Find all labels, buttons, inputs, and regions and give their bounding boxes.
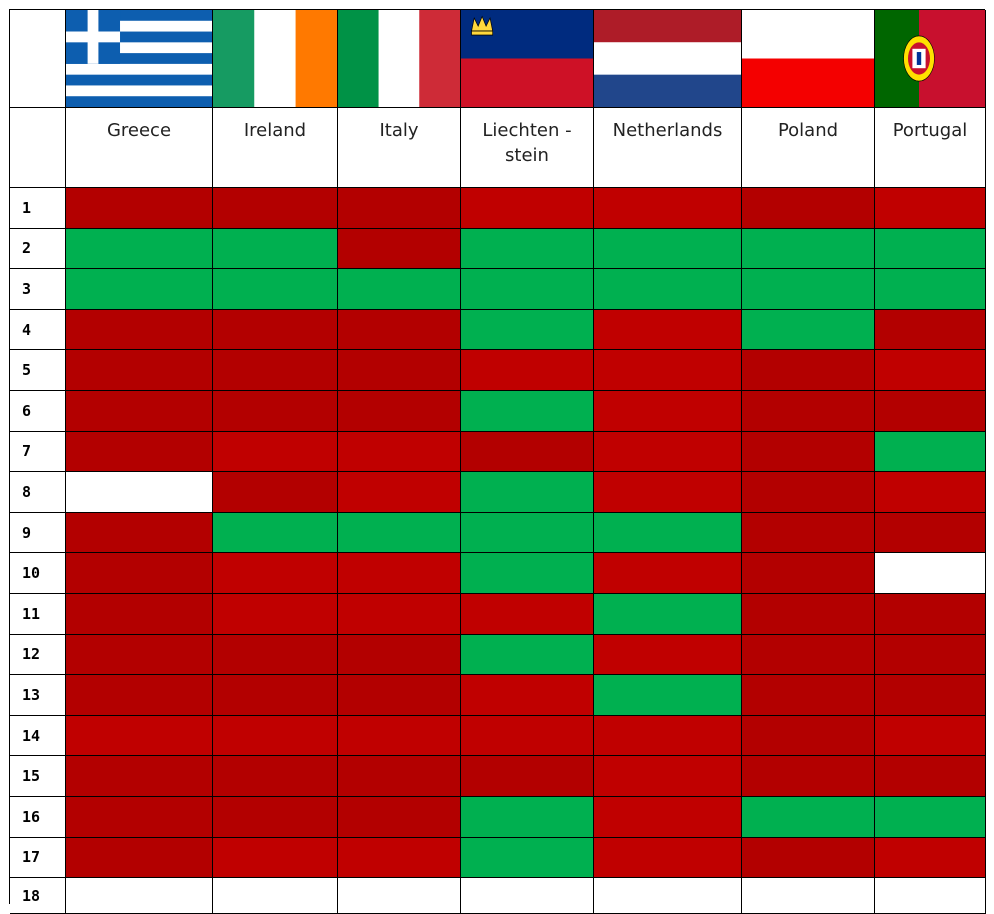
heatmap-cell <box>338 391 461 432</box>
heatmap-cell <box>875 350 986 391</box>
heatmap-cell <box>213 675 338 716</box>
row-label: 9 <box>10 513 66 554</box>
heatmap-cell <box>213 797 338 838</box>
heatmap-cell <box>594 350 742 391</box>
heatmap-cell <box>213 472 338 513</box>
heatmap-cell <box>461 716 594 757</box>
flag-cell <box>742 10 875 108</box>
heatmap-cell <box>213 229 338 270</box>
heatmap-cell <box>875 188 986 229</box>
heatmap-cell <box>594 797 742 838</box>
heatmap-cell <box>66 553 213 594</box>
heatmap-cell <box>213 878 338 914</box>
flag-cell <box>594 10 742 108</box>
heatmap-cell <box>461 675 594 716</box>
heatmap-cell <box>66 675 213 716</box>
heatmap-cell <box>66 756 213 797</box>
row-label: 12 <box>10 635 66 676</box>
heatmap-cell <box>66 635 213 676</box>
heatmap-cell <box>742 432 875 473</box>
compliance-heatmap <box>9 9 985 904</box>
heatmap-cell <box>742 269 875 310</box>
ireland-flag-icon <box>213 10 337 107</box>
heatmap-cell <box>875 594 986 635</box>
row-label: 13 <box>10 675 66 716</box>
heatmap-cell <box>875 635 986 676</box>
heatmap-cell <box>875 797 986 838</box>
portugal-flag-icon <box>875 10 985 107</box>
heatmap-cell <box>461 472 594 513</box>
heatmap-cell <box>338 878 461 914</box>
row-label: 11 <box>10 594 66 635</box>
heatmap-cell <box>875 756 986 797</box>
heatmap-cell <box>461 553 594 594</box>
heatmap-cell <box>594 878 742 914</box>
heatmap-cell <box>338 513 461 554</box>
flag-cell <box>213 10 338 108</box>
heatmap-cell <box>338 229 461 270</box>
heatmap-cell <box>66 797 213 838</box>
heatmap-cell <box>742 675 875 716</box>
heatmap-cell <box>461 878 594 914</box>
heatmap-cell <box>213 432 338 473</box>
greece-flag-icon <box>66 10 212 107</box>
heatmap-cell <box>461 797 594 838</box>
heatmap-cell <box>594 635 742 676</box>
heatmap-cell <box>594 391 742 432</box>
heatmap-cell <box>66 838 213 879</box>
heatmap-cell <box>66 594 213 635</box>
flag-cell <box>461 10 594 108</box>
heatmap-cell <box>875 716 986 757</box>
column-label: Italy <box>338 108 461 188</box>
heatmap-cell <box>213 513 338 554</box>
liechtenstein-flag-icon <box>461 10 593 107</box>
heatmap-cell <box>338 553 461 594</box>
row-label: 1 <box>10 188 66 229</box>
heatmap-cell <box>213 553 338 594</box>
heatmap-cell <box>66 310 213 351</box>
heatmap-cell <box>461 229 594 270</box>
heatmap-cell <box>594 472 742 513</box>
heatmap-cell <box>66 188 213 229</box>
heatmap-cell <box>594 838 742 879</box>
heatmap-cell <box>875 310 986 351</box>
heatmap-cell <box>338 756 461 797</box>
heatmap-cell <box>461 756 594 797</box>
column-label: Poland <box>742 108 875 188</box>
row-label: 15 <box>10 756 66 797</box>
heatmap-cell <box>594 716 742 757</box>
heatmap-cell <box>594 675 742 716</box>
heatmap-cell <box>66 229 213 270</box>
row-label: 17 <box>10 838 66 879</box>
corner-cell <box>10 10 66 108</box>
heatmap-cell <box>742 472 875 513</box>
heatmap-cell <box>594 310 742 351</box>
heatmap-cell <box>66 432 213 473</box>
heatmap-cell <box>875 675 986 716</box>
heatmap-cell <box>742 310 875 351</box>
heatmap-cell <box>875 229 986 270</box>
heatmap-cell <box>338 350 461 391</box>
heatmap-cell <box>875 391 986 432</box>
heatmap-cell <box>594 188 742 229</box>
heatmap-cell <box>742 229 875 270</box>
heatmap-cell <box>594 432 742 473</box>
heatmap-cell <box>66 716 213 757</box>
heatmap-cell <box>66 472 213 513</box>
heatmap-cell <box>213 838 338 879</box>
heatmap-cell <box>213 350 338 391</box>
heatmap-cell <box>594 269 742 310</box>
heatmap-cell <box>213 594 338 635</box>
heatmap-cell <box>594 756 742 797</box>
heatmap-cell <box>742 553 875 594</box>
heatmap-cell <box>875 553 986 594</box>
heatmap-cell <box>338 269 461 310</box>
row-label: 14 <box>10 716 66 757</box>
heatmap-cell <box>461 513 594 554</box>
heatmap-cell <box>594 229 742 270</box>
heatmap-cell <box>213 310 338 351</box>
heatmap-cell <box>875 513 986 554</box>
heatmap-cell <box>66 513 213 554</box>
heatmap-cell <box>338 472 461 513</box>
heatmap-cell <box>461 432 594 473</box>
heatmap-cell <box>875 878 986 914</box>
row-label: 16 <box>10 797 66 838</box>
heatmap-cell <box>461 310 594 351</box>
column-label: Ireland <box>213 108 338 188</box>
heatmap-cell <box>875 269 986 310</box>
heatmap-cell <box>213 269 338 310</box>
heatmap-cell <box>338 675 461 716</box>
heatmap-cell <box>461 838 594 879</box>
heatmap-cell <box>338 716 461 757</box>
heatmap-cell <box>461 594 594 635</box>
row-label: 8 <box>10 472 66 513</box>
heatmap-cell <box>66 350 213 391</box>
column-label: Netherlands <box>594 108 742 188</box>
heatmap-cell <box>213 188 338 229</box>
row-label: 3 <box>10 269 66 310</box>
row-label: 6 <box>10 391 66 432</box>
heatmap-cell <box>338 838 461 879</box>
heatmap-cell <box>338 432 461 473</box>
row-label: 7 <box>10 432 66 473</box>
heatmap-cell <box>338 797 461 838</box>
heatmap-cell <box>875 472 986 513</box>
column-label: Greece <box>66 108 213 188</box>
row-label: 18 <box>10 878 66 914</box>
heatmap-cell <box>742 878 875 914</box>
heatmap-cell <box>742 594 875 635</box>
poland-flag-icon <box>742 10 874 107</box>
heatmap-cell <box>338 594 461 635</box>
heatmap-cell <box>742 350 875 391</box>
heatmap-cell <box>461 188 594 229</box>
flag-cell <box>66 10 213 108</box>
heatmap-cell <box>875 432 986 473</box>
heatmap-cell <box>742 391 875 432</box>
heatmap-cell <box>338 635 461 676</box>
heatmap-cell <box>742 756 875 797</box>
corner-cell <box>10 108 66 188</box>
heatmap-cell <box>594 513 742 554</box>
heatmap-cell <box>742 716 875 757</box>
heatmap-cell <box>338 310 461 351</box>
heatmap-cell <box>66 878 213 914</box>
heatmap-cell <box>213 635 338 676</box>
row-label: 5 <box>10 350 66 391</box>
heatmap-cell <box>66 269 213 310</box>
flag-cell <box>338 10 461 108</box>
heatmap-cell <box>461 350 594 391</box>
italy-flag-icon <box>338 10 460 107</box>
heatmap-cell <box>461 635 594 676</box>
heatmap-cell <box>742 838 875 879</box>
column-label: Portugal <box>875 108 986 188</box>
heatmap-cell <box>742 635 875 676</box>
heatmap-cell <box>742 188 875 229</box>
heatmap-cell <box>742 797 875 838</box>
column-label: Liechten - stein <box>461 108 594 188</box>
heatmap-cell <box>213 756 338 797</box>
row-label: 10 <box>10 553 66 594</box>
heatmap-cell <box>461 391 594 432</box>
heatmap-cell <box>338 188 461 229</box>
heatmap-cell <box>213 391 338 432</box>
row-label: 4 <box>10 310 66 351</box>
heatmap-cell <box>66 391 213 432</box>
heatmap-cell <box>742 513 875 554</box>
row-label: 2 <box>10 229 66 270</box>
flag-cell <box>875 10 986 108</box>
heatmap-cell <box>213 716 338 757</box>
heatmap-cell <box>461 269 594 310</box>
heatmap-cell <box>875 838 986 879</box>
heatmap-cell <box>594 594 742 635</box>
heatmap-cell <box>594 553 742 594</box>
netherlands-flag-icon <box>594 10 741 107</box>
